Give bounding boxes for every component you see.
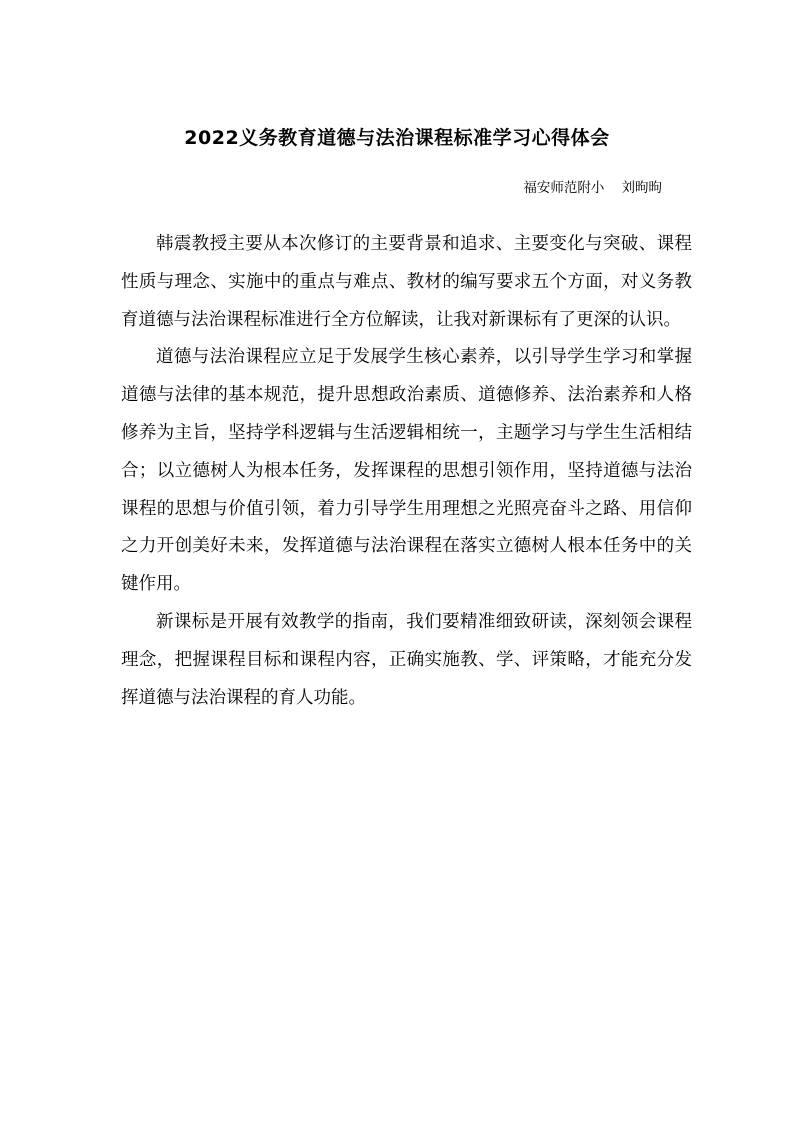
paragraph: 韩震教授主要从本次修订的主要背景和追求、主要变化与突破、课程性质与理念、实施中的重点与难点、教材的编写要求五个方面，对义务教育道德与法治课程标准进行全方位解读，让我对新课标有了更深的认识。 [121, 234, 692, 330]
document-body [121, 226, 692, 717]
paragraph: 新课标是开展有效教学的指南，我们要精准细致研读，深刻领会课程理念，把握课程目标和课程内容，正确实施教、学、评策略，才能充分发挥道德与法治课程的育人功能。 [121, 611, 692, 708]
document-title: 2022义务教育道德与法治课程标准学习心得体会 [184, 127, 610, 149]
paragraph: 道德与法治课程应立足于发展学生核心素养，以引导学生学习和掌握道德与法律的基本规范，提升思想政治素质、道德修养、法治素养和人格修养为主旨，坚持学科逻辑与生活逻辑相统一，主题学习与学生生活相结合；以立德树人为根本任务，发挥课程的思想引领作用，坚持道德与法治课程的思想与价值引领，着力引导学生用理想之光照亮奋斗之路、用信仰之力开创美好未来，发挥道德与法治课程在落实立德树人根本任务中的关键作用。 [121, 347, 692, 595]
author-line: 福安师范附小 刘昫昫 [523, 180, 662, 196]
